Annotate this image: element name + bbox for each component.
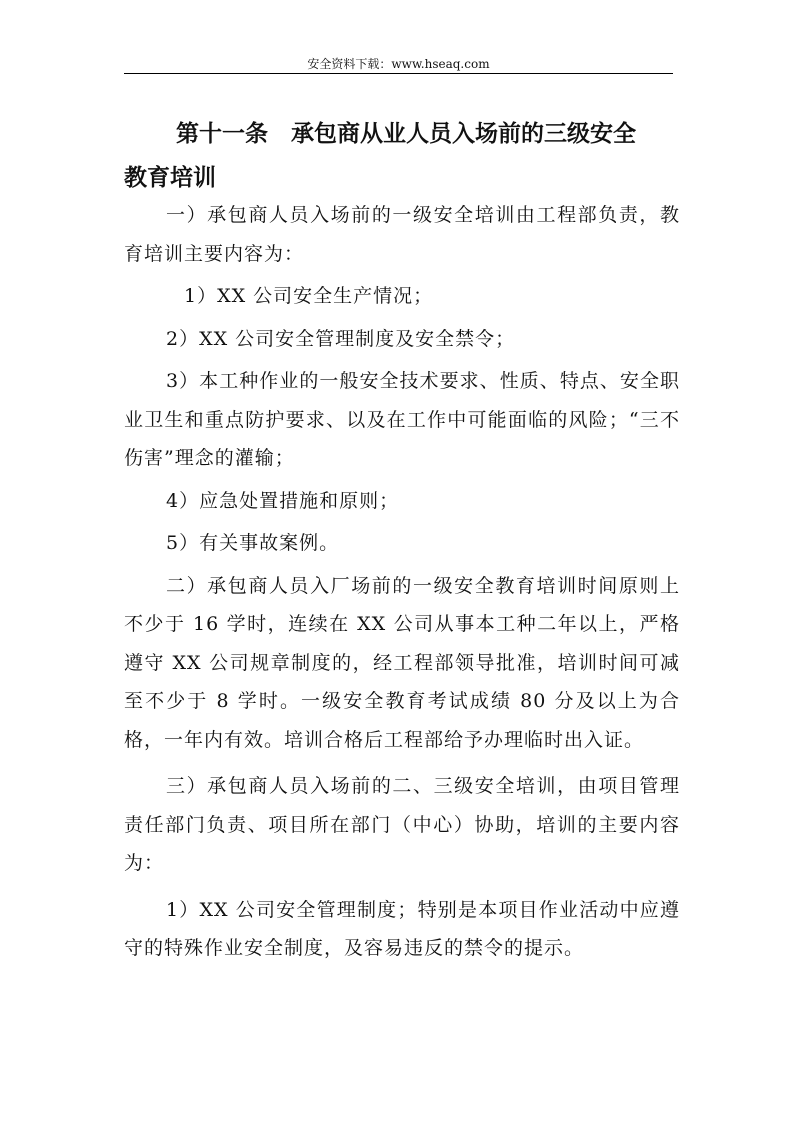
page-header: 安全资料下载：www.hseaq.com [307, 57, 490, 71]
document-body [124, 196, 680, 968]
article-title [124, 112, 684, 200]
article-title-line-1: 第十一条 承包商从业人员入场前的三级安全 [176, 120, 636, 147]
list-item-1-4: 4）应急处置措施和原则； [166, 489, 400, 512]
list-item-1-2: 2）XX 公司安全管理制度及安全禁令； [166, 327, 516, 350]
list-item-1-1: 1）XX 公司安全生产情况； [184, 285, 434, 307]
header-divider [124, 73, 673, 74]
article-title-line-2: 教育培训 [124, 164, 216, 191]
paragraph-section-3-intro: 三）承包商人员入场前的二、三级安全培训，由项目管理责任部门负责、项目所在部门（中心）协助，培训的主要内容为： [124, 775, 680, 874]
paragraph-section-1-intro: 一）承包商人员入场前的一级安全培训由工程部负责，教育培训主要内容为： [124, 204, 680, 265]
list-item-3-1: 1）XX 公司安全管理制度；特别是本项目作业活动中应遵守的特殊作业安全制度，及容易违反的禁令的提示。 [124, 898, 680, 959]
list-item-1-5: 5）有关事故案例。 [166, 532, 340, 554]
list-item-1-3: 3）本工种作业的一般安全技术要求、性质、特点、安全职业卫生和重点防护要求、以及在工作中可能面临的风险；“三不伤害”理念的灌输； [124, 370, 680, 469]
paragraph-section-2: 二）承包商人员入厂场前的一级安全教育培训时间原则上不少于 16 学时，连续在 XX 公司从事本工种二年以上，严格遵守 XX 公司规章制度的，经工程部领导批准，培训时间可减至不少于 8 学时。一级安全教育考试成绩 80 分及以上为合格，一年内有效。培训合格后工程部给予办理临时出入证。 [124, 574, 680, 751]
